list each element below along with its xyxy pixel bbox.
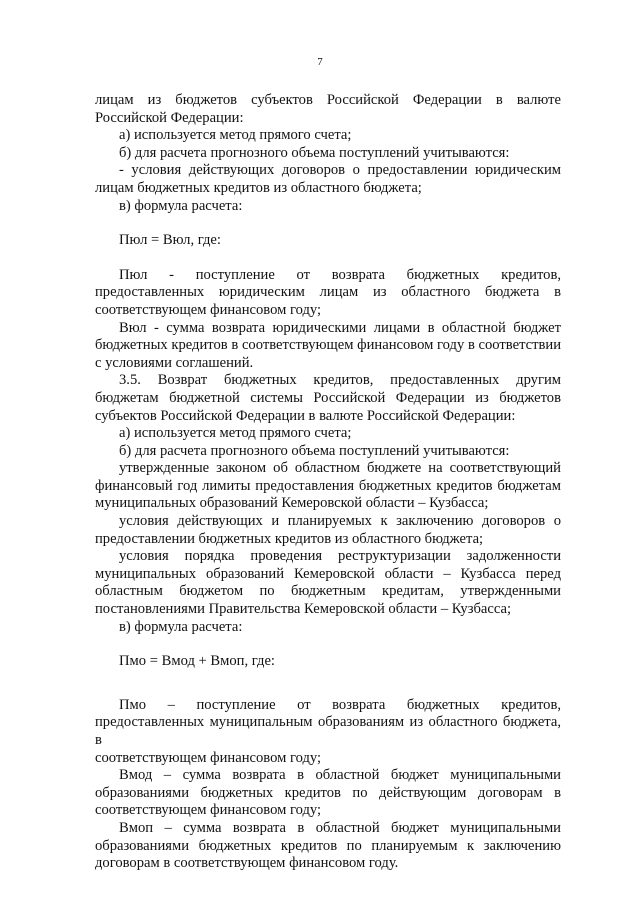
text-line: предоставлении бюджетных кредитов из областного бюджета; <box>95 530 484 547</box>
text-line: образованиями бюджетных кредитов по планируемым к заключению <box>95 837 561 854</box>
text-line: Российской Федерации: <box>95 109 244 126</box>
spacer <box>95 215 561 232</box>
text-line: условия действующих и планируемых к заключению договоров о <box>119 513 561 530</box>
text-line: Пюл = Вюл, где: <box>119 232 221 249</box>
text-line: б) для расчета прогнозного объема поступлений учитываются: <box>119 442 510 459</box>
text-line: Пюл - поступление от возврата бюджетных кредитов, <box>119 266 561 283</box>
text-line: бюджетных кредитов в соответствующем финансовом году в соответствии <box>95 337 561 354</box>
text-line: Вмод – сумма возврата в областной бюджет муниципальными <box>119 767 561 784</box>
text-line: в) формула расчета: <box>119 197 243 214</box>
text-line: б) для расчета прогнозного объема поступлений учитываются: <box>119 144 510 161</box>
text-line: областным бюджетом по бюджетным кредитам, утвержденными <box>95 583 561 600</box>
text-line: лицам из бюджетов субъектов Российской Федерации в валюте <box>95 92 561 108</box>
spacer <box>95 671 561 697</box>
text-line: соответствующем финансовом году; <box>95 301 322 318</box>
text-line: Пмо = Вмод + Вмоп, где: <box>119 653 275 670</box>
text-line: Вюл - сумма возврата юридическими лицами в областной бюджет <box>119 319 561 336</box>
text-line: с условиями соглашений. <box>95 354 254 371</box>
text-line: образованиями бюджетных кредитов по действующим договорам в <box>95 784 561 801</box>
text-line: лицам бюджетных кредитов из областного бюджета; <box>95 179 422 196</box>
text-line: финансовый год лимиты предоставления бюджетных кредитов бюджетам <box>95 477 561 494</box>
spacer <box>95 636 561 653</box>
spacer <box>95 250 561 267</box>
page-number: 7 <box>317 56 323 68</box>
text-line: предоставленных муниципальным образованиям из областного бюджета, в <box>95 714 561 748</box>
text-line: бюджетам бюджетной системы Российской Федерации из бюджетов <box>95 389 561 406</box>
document-body <box>95 92 561 873</box>
text-line: 3.5. Возврат бюджетных кредитов, предоставленных другим <box>119 372 561 389</box>
text-line: муниципальных образований Кемеровской области – Кузбасса; <box>95 495 489 512</box>
text-line: постановлениями Правительства Кемеровской области – Кузбасса; <box>95 601 512 618</box>
text-line: Вмоп – сумма возврата в областной бюджет муниципальными <box>119 819 561 836</box>
text-line: а) используется метод прямого счета; <box>119 425 352 442</box>
text-line: субъектов Российской Федерации в валюте Российской Федерации: <box>95 407 516 424</box>
text-line: а) используется метод прямого счета; <box>119 127 352 144</box>
text-line: предоставленных юридическим лицам из областного бюджета в <box>95 284 561 301</box>
text-line: соответствующем финансовом году; <box>95 802 322 819</box>
text-line: соответствующем финансовом году; <box>95 749 322 766</box>
text-line: Пмо – поступление от возврата бюджетных кредитов, <box>119 696 561 713</box>
text-line: в) формула расчета: <box>119 618 243 635</box>
text-line: утвержденные законом об областном бюджете на соответствующий <box>119 460 561 477</box>
text-line: договорам в соответствующем финансовом году. <box>95 855 399 872</box>
text-line: условия порядка проведения реструктуризации задолженности <box>119 548 561 565</box>
text-line: муниципальных образований Кемеровской области – Кузбасса перед <box>95 565 561 582</box>
text-line: - условия действующих договоров о предоставлении юридическим <box>119 162 561 179</box>
